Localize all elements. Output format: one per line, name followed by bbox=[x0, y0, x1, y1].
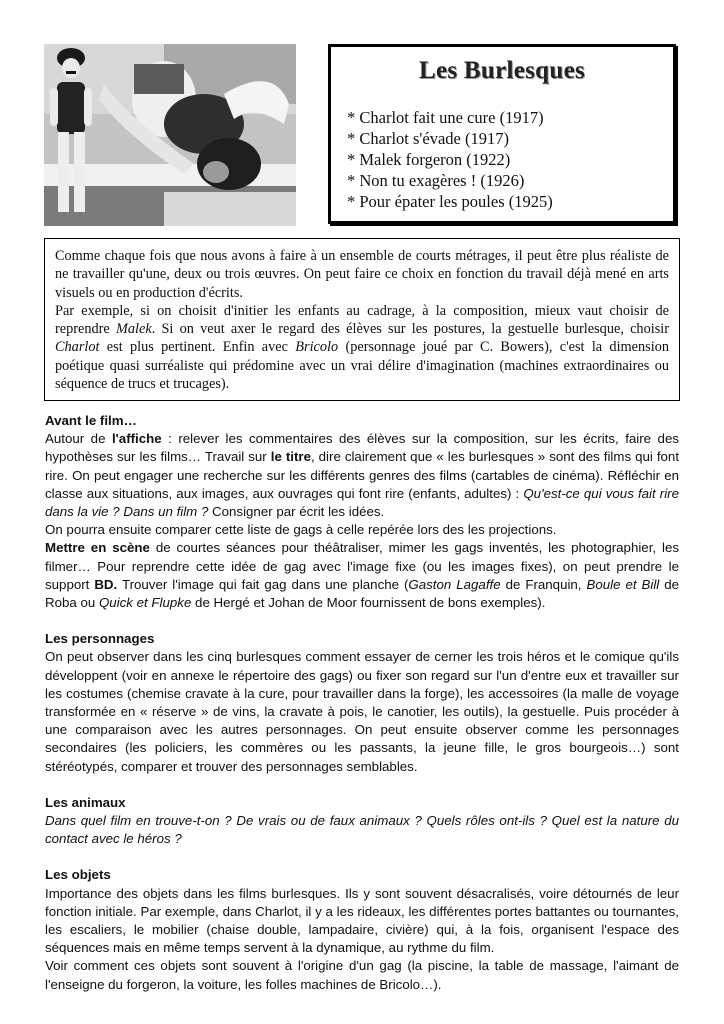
avant-paragraph-3 bbox=[45, 539, 679, 612]
text: de courtes séances pour théâtraliser, mimer les gags inventés, les photographier, les filmer… Pour reprendre cette idée de gag avec l'image fixe (ou les images fixes), on peut prendre le support bbox=[45, 540, 679, 592]
objets-paragraph-2: Voir comment ces objets sont souvent à l'origine d'un gag (la piscine, la table de massage, l'aimant de l'enseigne du forgeron, la voiture, les folles machines de Bricolo…). bbox=[45, 958, 679, 992]
text: Consigner par écrit les idées. bbox=[208, 504, 385, 520]
bold-term: Mettre en scène bbox=[45, 540, 150, 556]
section-heading-animaux: Les animaux bbox=[45, 794, 126, 810]
italic-question: Dans quel film en trouve-t-on ? De vrais ou de faux animaux ? Quels rôles ont-ils ? Quel est la nature du contact avec le héros ? bbox=[45, 813, 679, 847]
intro-text: Par exemple, si on choisit d'initier les enfants au cadrage, à la composition, mieux vaut choisir de reprendre bbox=[55, 302, 669, 338]
intro-text: . Si on veut axer le regard des élèves sur les postures, la gestuelle burlesque, choisir bbox=[151, 321, 670, 338]
spacer bbox=[45, 776, 679, 794]
intro-paragraph-1: Comme chaque fois que nous avons à faire à un ensemble de courts métrages, il peut être plus réaliste de ne travailler qu'une, deux ou trois œuvres. On peut faire ce choix en fonction du travail déjà mené en arts visuels ou en production d'écrits. bbox=[55, 248, 669, 301]
section-heading-objets: Les objets bbox=[45, 867, 111, 883]
page-title: Les Burlesques bbox=[418, 57, 586, 84]
text: de Hergé et Johan de Moor fournissent de bons exemples). bbox=[191, 595, 546, 611]
intro-text: est plus pertinent. Enfin avec bbox=[99, 339, 296, 356]
intro-film-bricolo: Bricolo bbox=[295, 339, 339, 356]
objets-paragraph-1: Importance des objets dans les films burlesques. Ils y sont souvent désacralisés, voire détournés de leur fonction initiale. Par exemple, dans Charlot, il y a les rideaux, les différentes portes battantes ou tournantes, les escaliers, le mobilier (chaise double, lampadaire, civière) qui, à la fois, organisent l'espace des séquences mais en même temps servent à la dynamique, au rythme du film. bbox=[45, 885, 679, 956]
text: de Roba ou bbox=[45, 576, 679, 611]
film-still-illustration bbox=[44, 44, 296, 226]
film-list bbox=[347, 107, 673, 212]
italic-question: Qu'est-ce qui vous fait rire dans la vie ? Dans un film ? bbox=[45, 485, 679, 520]
title-box bbox=[328, 44, 676, 224]
text: Autour de bbox=[45, 431, 112, 447]
film-item: * Charlot fait une cure (1917) bbox=[347, 108, 544, 127]
film-item: * Non tu exagères ! (1926) bbox=[347, 171, 525, 190]
bold-term: l'affiche bbox=[111, 431, 162, 447]
text: Trouver l'image qui fait gag dans une planche ( bbox=[117, 576, 409, 592]
section-heading-avant: Avant le film… bbox=[45, 413, 137, 428]
personnages-paragraph: On peut observer dans les cinq burlesques comment essayer de cerner les trois héros et le comique qu'ils développent (voir en annexe le répertoire des gags) ou fixer son regard sur l'un d'entre eux et travailler sur les costumes (chemise cravate à la cure, pour travailler dans la forge), les accessoires (la malle de voyage transformée en « réserve » de vins, la cravate à pois, le canotier, les outils), la gestuelle. Puis procéder à une comparaison avec les autres personnages. On peut ensuite observer comme les personnages secondaires (les policiers, les commères ou les passants, la jeune fille, le gros bourgeois…) sont stéréotypés, comparer et trouver des personnages semblables. bbox=[45, 649, 679, 774]
section-heading-personnages: Les personnages bbox=[45, 631, 155, 647]
text: : relever les commentaires des élèves sur la composition, sur les écrits, faire des hypothèses sur les films… Travail sur bbox=[45, 431, 679, 465]
spacer bbox=[45, 612, 679, 630]
bold-term: le titre bbox=[270, 449, 311, 465]
italic-title: Quick et Flupke bbox=[98, 595, 192, 611]
bold-term: BD. bbox=[94, 576, 118, 592]
main-content bbox=[45, 412, 679, 994]
text: , dire clairement que « les burlesques » sont des films qui font rire. On peut engager une recherche sur les différents genres des films (cartables de cinéma). Réfléchir en classe aux situations, aux images, aux ouvrages qui font rire (enfants, adultes) : bbox=[45, 449, 680, 501]
film-item: * Charlot s'évade (1917) bbox=[347, 129, 509, 148]
intro-film-charlot: Charlot bbox=[55, 339, 100, 356]
intro-film-malek: Malek bbox=[115, 321, 152, 338]
avant-paragraph-1 bbox=[45, 430, 679, 521]
film-item: * Pour épater les poules (1925) bbox=[347, 192, 553, 211]
intro-text: (personnage joué par C. Bowers), c'est la dimension poétique quasi surréaliste qui prédomine avec un vrai délire d'imagination (machines extraordinaires ou séquence de trucs et trucages). bbox=[55, 339, 669, 393]
avant-paragraph-2: On pourra ensuite comparer cette liste de gags à celle repérée lors des les projections. bbox=[45, 522, 557, 538]
intro-box bbox=[44, 238, 680, 401]
film-item: * Malek forgeron (1922) bbox=[347, 150, 511, 169]
animaux-paragraph bbox=[45, 812, 679, 848]
text: de Franquin, bbox=[500, 576, 587, 592]
italic-title: Gaston Lagaffe bbox=[408, 576, 501, 592]
italic-title: Boule et Bill bbox=[586, 576, 660, 592]
intro-paragraph-2 bbox=[55, 302, 669, 393]
spacer bbox=[45, 848, 679, 866]
film-still-photo bbox=[44, 44, 296, 226]
